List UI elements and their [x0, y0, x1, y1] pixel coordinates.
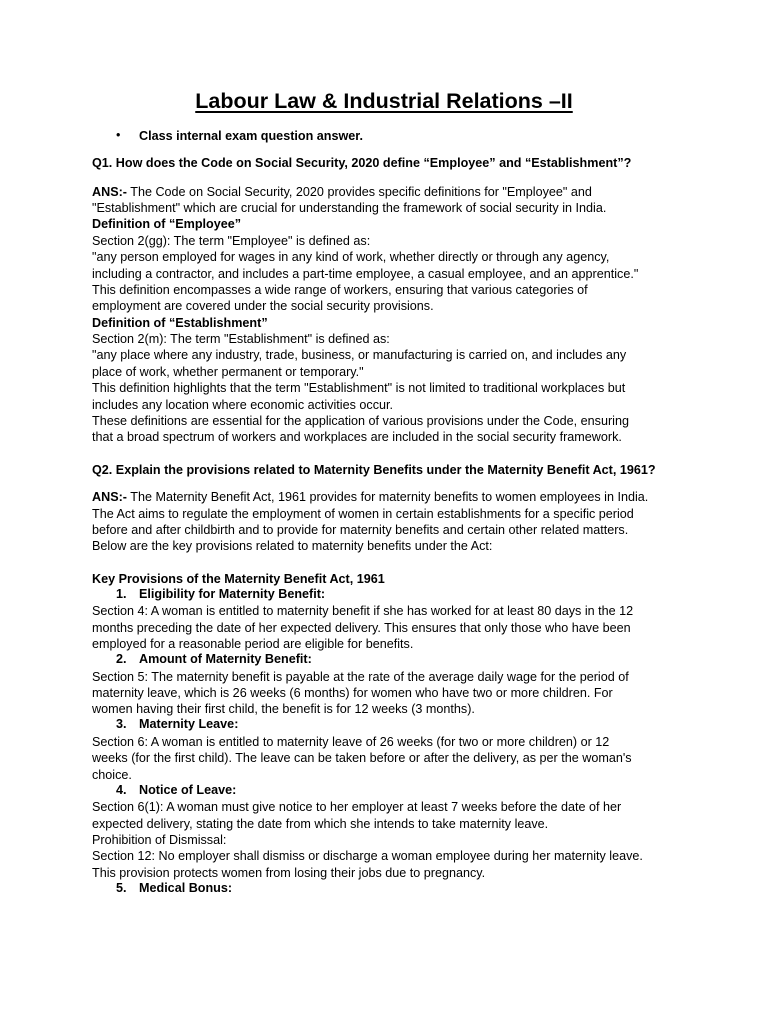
paragraph-line: place of work, whether permanent or temporary."	[92, 365, 364, 379]
list-number: 4.	[116, 783, 127, 797]
paragraph-line: "any place where any industry, trade, business, or manufacturing is carried on, and includes any	[92, 348, 627, 362]
paragraph-line: maternity leave, which is 26 weeks (6 months) for women who have two or more children. For	[92, 686, 613, 700]
answer-label: ANS:-	[92, 185, 127, 199]
question-1: Q1. How does the Code on Social Security, 2020 define “Employee” and “Establishment”?	[92, 156, 632, 170]
document-title: Labour Law & Industrial Relations –II	[195, 89, 573, 113]
list-number: 1.	[116, 587, 127, 601]
answer-1-line: "Establishment" which are crucial for understanding the framework of social security in India.	[92, 201, 607, 215]
question-2: Q2. Explain the provisions related to Maternity Benefits under the Maternity Benefit Act, 1961?	[92, 463, 656, 477]
paragraph-line: employed for a reasonable period are eligible for benefits.	[92, 637, 414, 651]
answer-2-line: before and after childbirth and to provide for maternity benefits and certain other related matters.	[92, 523, 629, 537]
list-number: 5.	[116, 881, 127, 895]
paragraph-line: employment are covered under the social security provisions.	[92, 299, 434, 313]
paragraph-line: This definition encompasses a wide range of workers, ensuring that various categories of	[92, 283, 588, 297]
answer-text: The Maternity Benefit Act, 1961 provides for maternity benefits to women employees in India.	[126, 490, 649, 504]
list-item-title: Maternity Leave:	[139, 717, 239, 731]
paragraph-line: months preceding the date of her expected delivery. This ensures that only those who have been	[92, 621, 631, 635]
bullet-icon: •	[116, 128, 121, 142]
list-item-title: Amount of Maternity Benefit:	[139, 652, 312, 666]
answer-text: The Code on Social Security, 2020 provides specific definitions for "Employee" and	[126, 185, 592, 199]
answer-1-line	[92, 184, 592, 201]
paragraph-line: women having their first child, the benefit is for 12 weeks (3 months).	[92, 702, 475, 716]
answer-2-line	[92, 489, 648, 506]
list-item-title: Eligibility for Maternity Benefit:	[139, 587, 326, 601]
list-item-title: Medical Bonus:	[139, 881, 233, 895]
bullet-text: Class internal exam question answer.	[139, 129, 363, 143]
paragraph-line: This provision protects women from losing their jobs due to pregnancy.	[92, 866, 486, 880]
paragraph-line: includes any location where economic activities occur.	[92, 398, 394, 412]
paragraph-line: Prohibition of Dismissal:	[92, 833, 227, 847]
paragraph-line: Section 2(m): The term "Establishment" is defined as:	[92, 332, 390, 346]
list-number: 2.	[116, 652, 127, 666]
paragraph-line: including a contractor, and includes a part-time employee, a casual employee, and an apprentice."	[92, 267, 639, 281]
paragraph-line: Section 6: A woman is entitled to maternity leave of 26 weeks (for two or more children) or 12	[92, 735, 610, 749]
subheading-establishment: Definition of “Establishment”	[92, 316, 268, 330]
answer-label: ANS:-	[92, 490, 127, 504]
paragraph-line: Section 5: The maternity benefit is payable at the rate of the average daily wage for the period of	[92, 670, 629, 684]
paragraph-line: These definitions are essential for the application of various provisions under the Code, ensuring	[92, 414, 629, 428]
subheading-key-provisions: Key Provisions of the Maternity Benefit Act, 1961	[92, 572, 385, 586]
paragraph-line: Section 12: No employer shall dismiss or discharge a woman employee during her maternity leave.	[92, 849, 643, 863]
list-item-title: Notice of Leave:	[139, 783, 237, 797]
list-number: 3.	[116, 717, 127, 731]
paragraph-line: This definition highlights that the term "Establishment" is not limited to traditional workplaces but	[92, 381, 626, 395]
paragraph-line: Section 2(gg): The term "Employee" is defined as:	[92, 234, 371, 248]
paragraph-line: weeks (for the first child). The leave can be taken before or after the delivery, as per the woman's	[92, 751, 632, 765]
subheading-employee: Definition of “Employee”	[92, 217, 242, 231]
paragraph-line: Section 6(1): A woman must give notice to her employer at least 7 weeks before the date of her	[92, 800, 622, 814]
paragraph-line: "any person employed for wages in any kind of work, whether directly or through any agency,	[92, 250, 610, 264]
paragraph-line: expected delivery, stating the date from which she intends to take maternity leave.	[92, 817, 549, 831]
answer-2-line: Below are the key provisions related to maternity benefits under the Act:	[92, 539, 493, 553]
paragraph-line: choice.	[92, 768, 132, 782]
paragraph-line: that a broad spectrum of workers and workplaces are included in the social security framework.	[92, 430, 622, 444]
answer-2-line: The Act aims to regulate the employment of women in certain establishments for a specific period	[92, 507, 634, 521]
paragraph-line: Section 4: A woman is entitled to maternity benefit if she has worked for at least 80 days in the 12	[92, 604, 634, 618]
